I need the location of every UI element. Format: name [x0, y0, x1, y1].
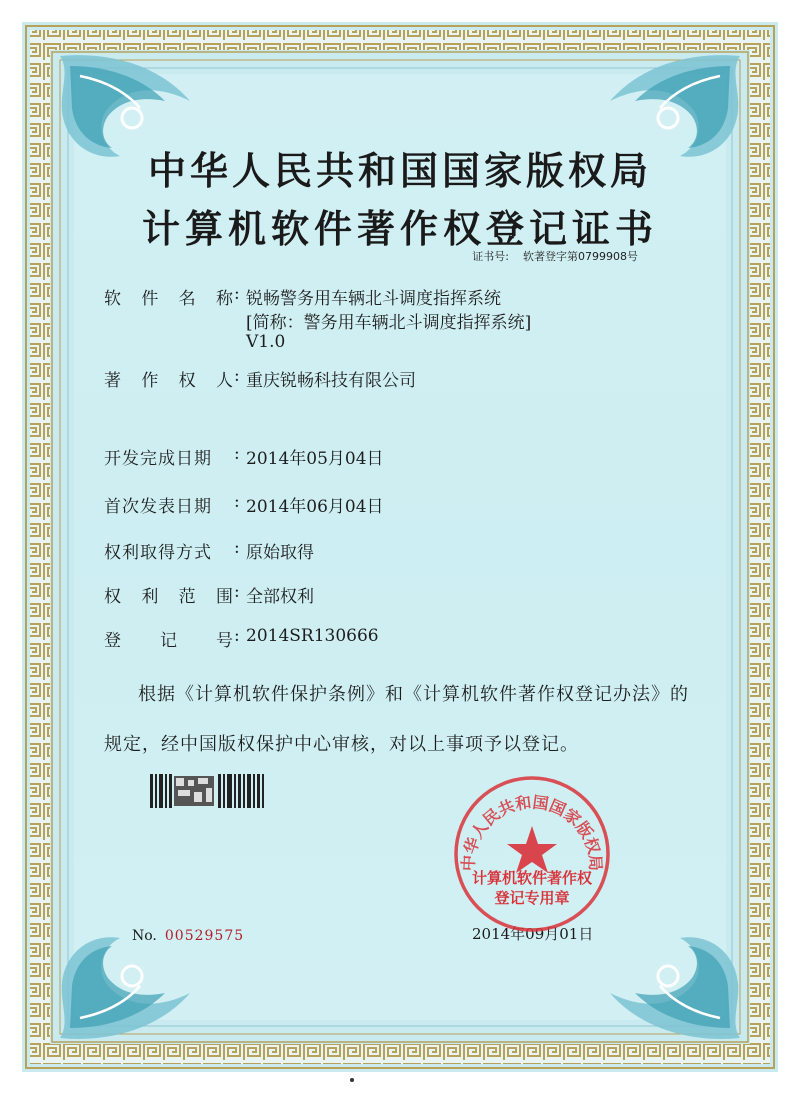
- field-value: 2014年05月04日: [246, 449, 384, 469]
- software-short-name: [简称：警务用车辆北斗调度指挥系统]: [246, 313, 532, 333]
- official-seal: [452, 774, 612, 934]
- field-value: 2014SR130666: [246, 626, 379, 646]
- body-text-line2: 规定，经中国版权保护中心审核，对以上事项予以登记。: [104, 734, 579, 755]
- field-value: 重庆锐畅科技有限公司: [246, 371, 416, 391]
- field-label: 软 件 名 称: [104, 289, 234, 309]
- issue-date: 2014年09月01日: [472, 925, 594, 943]
- agency-title: 中华人民共和国国家版权局: [147, 149, 652, 193]
- paper-speck: [350, 1078, 354, 1082]
- field-label: 登 记 号: [104, 631, 234, 651]
- software-version: V1.0: [246, 332, 286, 352]
- field-value: 原始取得: [246, 543, 314, 563]
- seal-ring-text: 中华人民共和国国家版权局: [458, 792, 606, 872]
- certificate-title: 计算机软件著作权登记证书: [141, 207, 658, 251]
- serial-label: No.: [132, 928, 157, 944]
- field-label: 著 作 权 人: [104, 371, 234, 391]
- ornament-corner-icon: [600, 918, 750, 1048]
- field-value: 全部权利: [246, 587, 314, 607]
- seal-text-line2: 登记专用章: [494, 889, 570, 907]
- body-text-line1: 根据《计算机软件保护条例》和《计算机软件著作权登记办法》的: [138, 684, 689, 705]
- cert-number-label: 证书号:: [472, 250, 509, 263]
- field-value: 锐畅警务用车辆北斗调度指挥系统: [246, 289, 501, 309]
- serial-value: 00529575: [164, 928, 245, 944]
- barcode-icon: [150, 774, 266, 808]
- seal-text-line1: 计算机软件著作权: [471, 869, 592, 887]
- field-label: 权 利 范 围: [104, 587, 234, 607]
- field-label: 权利取得方式: [104, 543, 212, 563]
- field-label: 首次发表日期: [104, 497, 212, 517]
- certificate-number: [472, 248, 638, 264]
- field-label: 开发完成日期: [104, 449, 212, 469]
- seal-star-icon: [507, 826, 557, 873]
- certificate: 中华人民共和国国家版权局 计算机软件著作权登记证书 证书号: 软著登字第0799908号 软 件 名 称 : 锐畅警务用车辆北斗调度指挥系统 [简称：警务用车辆北斗调度指挥系统] V1.0 著 作 权 人 : 重庆锐畅科技有限公司 开发完成日期 : 2014年05月04日 首次发表日期 : 2014年06月04日 权利取得方式 : 原始取得 权 利 范 围 : 全部权利 登 记 号 : 2014SR130666 根据《计算机软件保护条例》和《计算机软件著作权登记办法》的 规定，经中国版权保护中心审核，对以上事项予以登记。 No. 00529575 2014年09月01日 中华人民共和国国家版权局 计算机软件著作权 登记专用章: [22, 22, 778, 1072]
- cert-number-value: 软著登字第0799908号: [523, 250, 638, 263]
- field-value: 2014年06月04日: [246, 497, 384, 517]
- serial-number: [132, 928, 244, 944]
